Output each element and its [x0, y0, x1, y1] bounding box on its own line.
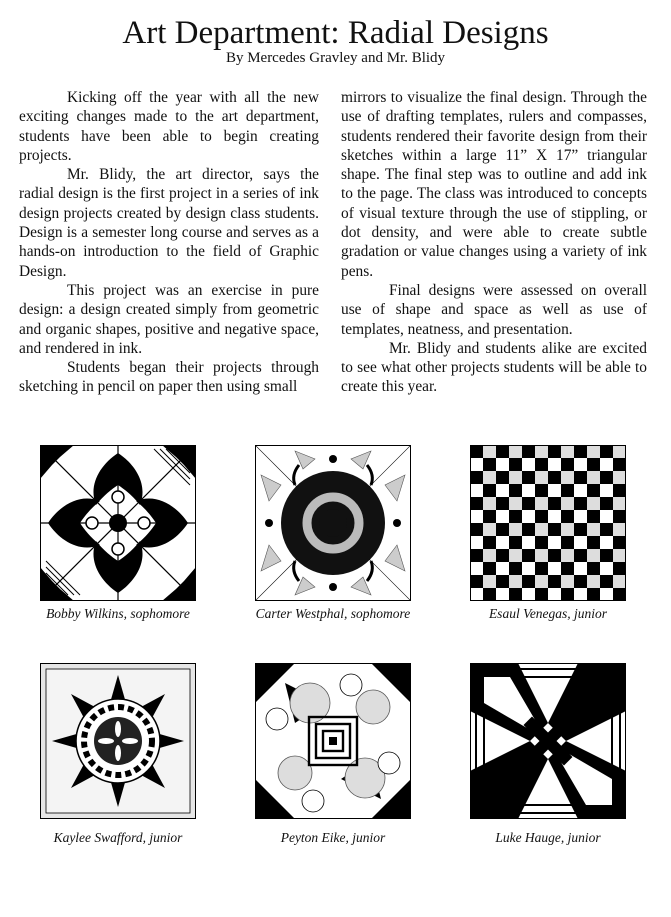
paragraph: Kicking off the year with all the new exciting changes made to the art department, students have been able to begin creating projects. [19, 89, 319, 164]
artwork-image [40, 663, 196, 819]
article-column-right [341, 88, 647, 397]
artwork-caption: Esaul Venegas, junior [488, 606, 608, 621]
artwork-caption: Carter Westphal, sophomore [255, 606, 411, 621]
paragraph: Mr. Blidy, the art director, says the radial design is the first project in a series of ink design projects created by design class students. Design is a semester long course and serves as a hands-on introduction to the field of Graphic Design. [19, 166, 319, 280]
byline: By Mercedes Gravley and Mr. Blidy [225, 50, 446, 66]
artwork-image [40, 445, 196, 601]
radial-design-wilkins [40, 445, 196, 601]
page-title: Art Department: Radial Designs [122, 15, 549, 51]
artwork-image [470, 663, 626, 819]
article-column-left [19, 88, 319, 397]
artwork-caption: Peyton Eike, junior [280, 830, 386, 845]
paragraph: This project was an exercise in pure design: a design created simply from geometric and organic shapes, positive and negative space, and rendered in ink. [19, 281, 319, 357]
artwork-caption: Kaylee Swafford, junior [53, 830, 183, 845]
paragraph: Final designs were assessed on overall use of shape and space as well as use of templates, neatness, and presentation. [341, 281, 647, 338]
artwork-caption: Bobby Wilkins, sophomore [46, 606, 190, 621]
artwork-image [255, 663, 411, 819]
radial-design-venegas [470, 445, 626, 601]
radial-design-westphal [255, 445, 411, 601]
paragraph: Mr. Blidy and students alike are excited to see what other projects students will be able to create this year. [341, 339, 647, 396]
paragraph: mirrors to visualize the final design. Through the use of drafting templates, rulers and compasses, students rendered their favorite design from their sketches within a large 11” X 17” triangular shape. The final step was to outline and add ink to the page. The class was introduced to concepts of visual texture through the use of stippling, or dot density, and were able to create subtle gradation or value changes using a variety of ink pens. [341, 89, 647, 280]
artwork-caption: Luke Hauge, junior [495, 830, 601, 845]
radial-design-eike [255, 663, 411, 819]
artwork-image [255, 445, 411, 601]
artwork-image [470, 445, 626, 601]
paragraph: Students began their projects through sketching in pencil on paper then using small [19, 359, 319, 396]
radial-design-swafford [40, 663, 196, 819]
radial-design-hauge [470, 663, 626, 819]
